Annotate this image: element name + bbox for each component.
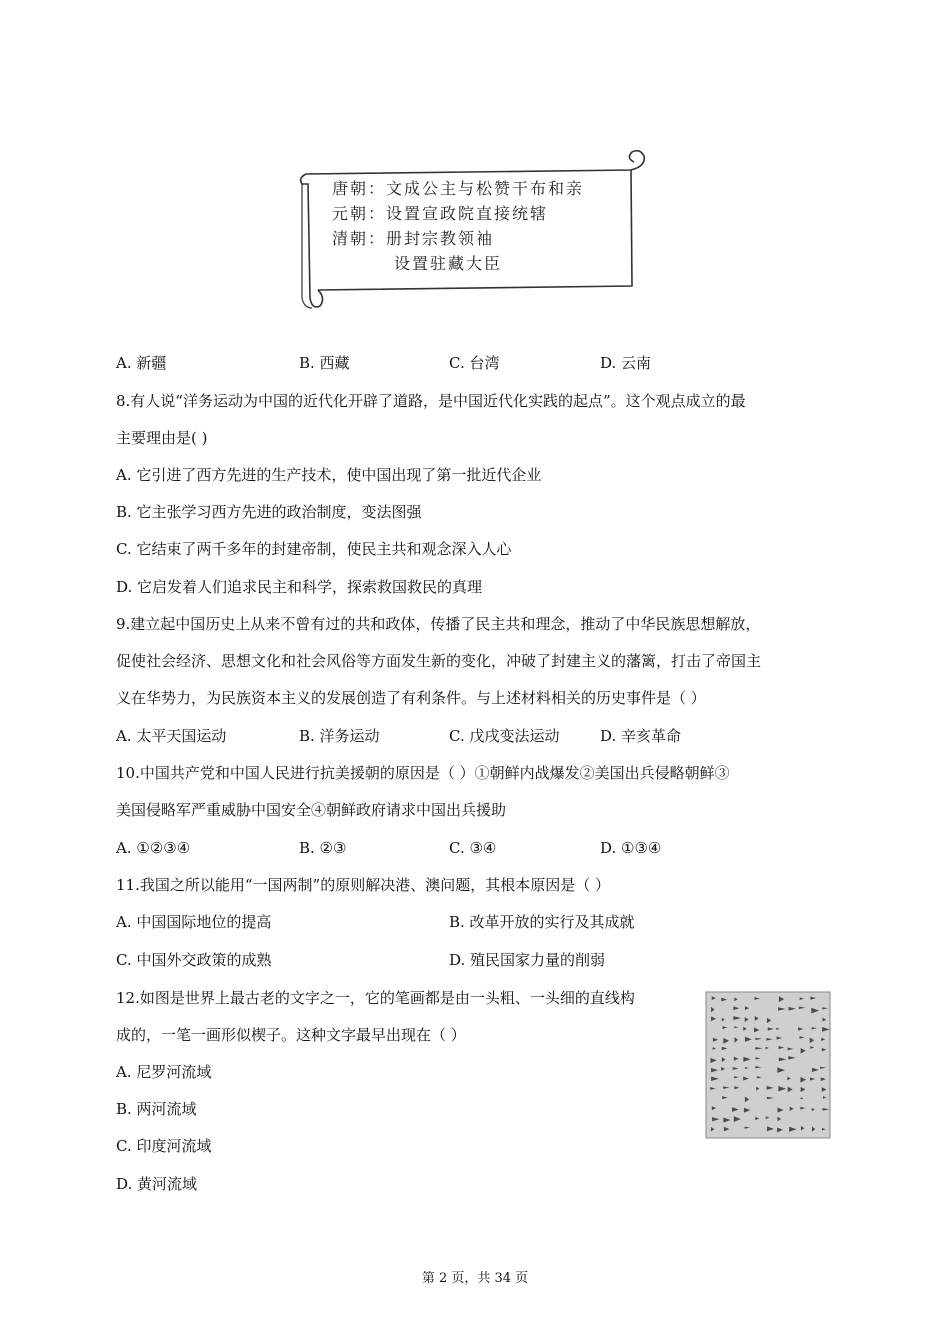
q7-option-b: B. 西藏 xyxy=(299,354,350,372)
scroll-line-2: 元朝：设置宣政院直接统辖 xyxy=(332,204,549,223)
q9-option-d: D. 辛亥革命 xyxy=(600,727,682,745)
q12-option-d: D. 黄河流域 xyxy=(116,1175,198,1193)
q8-stem-line-1: 8.有人说“洋务运动为中国的近代化开辟了道路，是中国近代化实践的起点”。这个观点成立的最 xyxy=(116,392,746,410)
q8-stem-line-2: 主要理由是( ) xyxy=(116,429,208,447)
q9-option-c: C. 戊戌变法运动 xyxy=(449,727,560,745)
page-footer: 第 2 页，共 34 页 xyxy=(421,1271,529,1286)
q11-option-c: C. 中国外交政策的成熟 xyxy=(116,951,272,969)
scroll-line-1: 唐朝：文成公主与松赞干布和亲 xyxy=(332,179,585,198)
q9-stem-line-1: 9.建立起中国历史上从来不曾有过的共和政体，传播了民主共和理念，推动了中华民族思想解放， xyxy=(116,615,761,633)
q11-stem: 11.我国之所以能用“一国两制”的原则解决港、澳问题，其根本原因是（ ） xyxy=(116,876,610,894)
q10-stem-line-2: 美国侵略军严重威胁中国安全④朝鲜政府请求中国出兵援助 xyxy=(116,801,507,819)
q10-option-b: B. ②③ xyxy=(299,839,347,857)
q8-option-c: C. 它结束了两千多年的封建帝制，使民主共和观念深入人心 xyxy=(116,540,512,558)
q10-option-d: D. ①③④ xyxy=(600,839,662,857)
q8-option-a: A. 它引进了西方先进的生产技术，使中国出现了第一批近代企业 xyxy=(116,466,542,484)
q9-option-b: B. 洋务运动 xyxy=(299,727,380,745)
q7-option-a: A. 新疆 xyxy=(116,354,167,372)
q7-option-c: C. 台湾 xyxy=(449,354,500,372)
scroll-line-3: 清朝：册封宗教领袖 xyxy=(332,229,495,248)
q9-stem-line-2: 促使社会经济、思想文化和社会风俗等方面发生新的变化，冲破了封建主义的藩篱，打击了帝国主 xyxy=(116,652,762,670)
q12-stem-line-1: 12.如图是世界上最古老的文字之一，它的笔画都是由一头粗、一头细的直线构 xyxy=(116,989,635,1007)
cuneiform-tablet-image xyxy=(704,990,832,1140)
q7-option-d: D. 云南 xyxy=(600,354,652,372)
q11-option-a: A. 中国国际地位的提高 xyxy=(116,913,272,931)
q12-option-a: A. 尼罗河流域 xyxy=(116,1063,212,1081)
scroll-line-4: 设置驻藏大臣 xyxy=(394,254,503,273)
q12-option-b: B. 两河流域 xyxy=(116,1100,197,1118)
q8-option-b: B. 它主张学习西方先进的政治制度，变法图强 xyxy=(116,503,422,521)
scroll-figure xyxy=(296,148,654,313)
q12-option-c: C. 印度河流域 xyxy=(116,1137,212,1155)
q9-stem-line-3: 义在华势力，为民族资本主义的发展创造了有利条件。与上述材料相关的历史事件是（ ） xyxy=(116,689,706,707)
q12-stem-line-2: 成的，一笔一画形似楔子。这种文字最早出现在（ ） xyxy=(116,1026,466,1044)
q11-option-b: B. 改革开放的实行及其成就 xyxy=(449,913,635,931)
q10-option-c: C. ③④ xyxy=(449,839,497,857)
q11-option-d: D. 殖民国家力量的削弱 xyxy=(449,951,606,969)
q9-option-a: A. 太平天国运动 xyxy=(116,727,227,745)
q10-option-a: A. ①②③④ xyxy=(116,839,191,857)
q10-stem-line-1: 10.中国共产党和中国人民进行抗美援朝的原因是（ ）①朝鲜内战爆发②美国出兵侵略朝鲜③ xyxy=(116,764,730,782)
q8-option-d: D. 它启发着人们追求民主和科学，探索救国救民的真理 xyxy=(116,578,483,596)
